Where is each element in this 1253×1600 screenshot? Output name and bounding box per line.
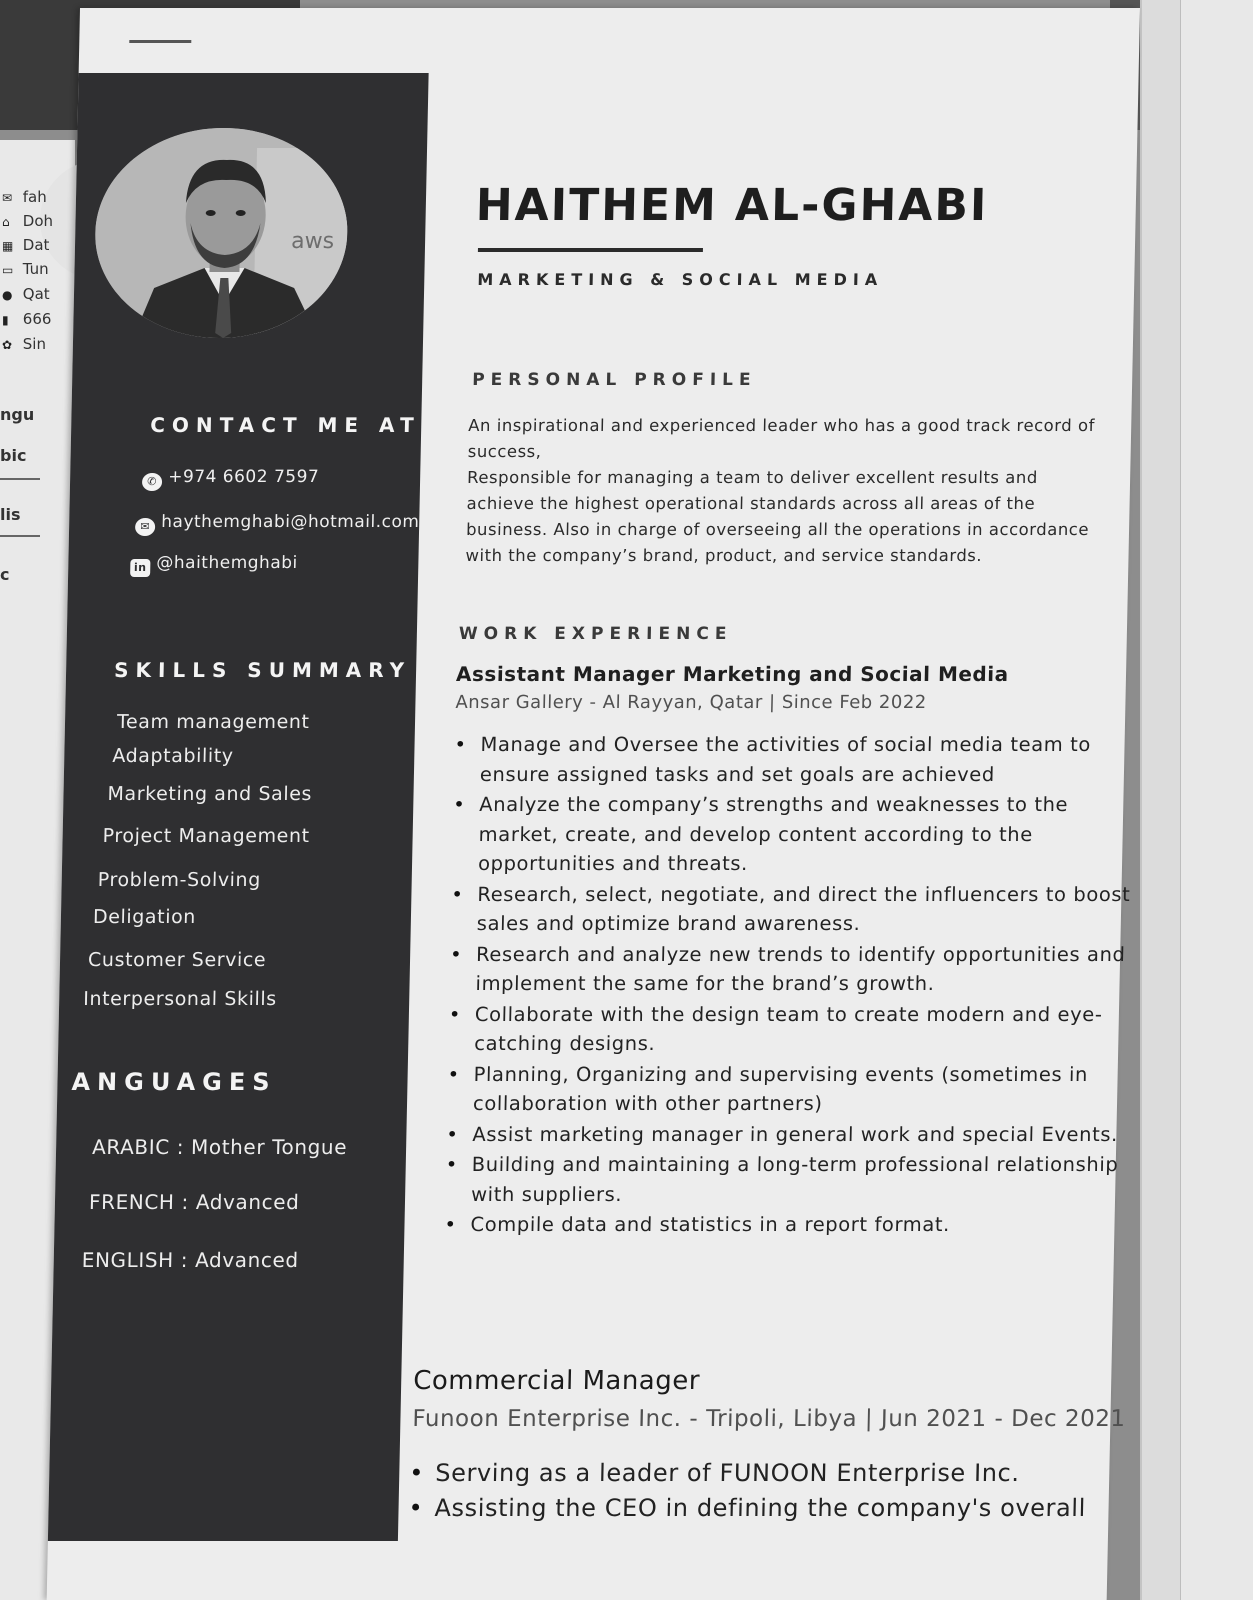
experience-heading: WORK EXPERIENCE [458, 624, 733, 644]
skill-item: Team management [116, 711, 310, 733]
contact-phone[interactable] [142, 467, 320, 491]
contact-linkedin[interactable] [130, 553, 298, 577]
under-contact-text: Tun [22, 260, 49, 278]
profile-photo [93, 128, 349, 338]
under-contact-row [2, 260, 72, 278]
phone-text: +974 6602 7597 [167, 467, 320, 487]
language-item: FRENCH : Advanced [88, 1190, 300, 1214]
resume-sidebar [48, 73, 429, 1541]
location-pin-icon: ● [2, 288, 13, 302]
under-edge-text: c [0, 565, 10, 584]
language-item: ENGLISH : Advanced [81, 1248, 299, 1272]
job-bullet: • Analyze the company’s strengths and weaknesses to the market, create, and develop content according to the opportunities and threats. [450, 790, 1142, 879]
contact-email[interactable] [135, 512, 420, 536]
page-mark [129, 40, 191, 43]
skill-item: Project Management [102, 825, 310, 847]
email-text: haythemghabi@hotmail.com [161, 512, 420, 532]
under-contact-text: Dat [22, 236, 50, 254]
job-bullet: • Serving as a leader of FUNOON Enterprise Inc. [407, 1456, 1108, 1491]
under-contact-row [2, 212, 72, 230]
job-bullet: • Manage and Oversee the activities of social media team to ensure assigned tasks and set goals are achieved [452, 730, 1143, 789]
calendar-icon: ▦ [2, 239, 14, 253]
resume-title: MARKETING & SOCIAL MEDIA [477, 270, 884, 289]
whatsapp-icon: ✆ [142, 473, 162, 491]
under-contact-row [2, 236, 72, 254]
skill-item: Deligation [92, 906, 197, 928]
job-bullets [406, 1456, 1107, 1526]
under-contact-text: Sin [22, 335, 46, 353]
skill-item: Marketing and Sales [107, 783, 313, 805]
job-bullet: • Planning, Organizing and supervising events (sometimes in collaboration with other partners) [445, 1060, 1136, 1119]
aws-logo-text: aws [290, 229, 335, 254]
job-title: Commercial Manager [412, 1366, 701, 1396]
resume-page [47, 8, 1140, 1600]
job-title: Assistant Manager Marketing and Social Media [455, 662, 1009, 686]
language-item: ARABIC : Mother Tongue [91, 1135, 348, 1159]
home-icon: ⌂ [2, 215, 10, 229]
under-edge-text: ngu [0, 405, 35, 424]
skill-item: Interpersonal Skills [83, 988, 277, 1010]
languages-heading: ANGUAGES [71, 1068, 277, 1096]
skills-heading: SKILLS SUMMARY [113, 658, 412, 682]
under-contact-row [2, 188, 72, 206]
job-bullet: • Assisting the CEO in defining the company's overall [406, 1491, 1107, 1526]
under-contact-text: fah [22, 188, 47, 206]
job-bullet: • Collaborate with the design team to create modern and eye-catching designs. [446, 1000, 1137, 1059]
under-divider [0, 478, 40, 480]
linkedin-text: @haithemghabi [156, 553, 298, 573]
envelope-icon: ✉ [135, 518, 155, 536]
under-edge-text: lis [0, 505, 21, 524]
job-bullet: • Compile data and statistics in a report format. [442, 1210, 1133, 1240]
job-meta: Funoon Enterprise Inc. - Tripoli, Libya | Jun 2021 - Dec 2021 [412, 1406, 1126, 1432]
id-card-icon: ▭ [2, 263, 14, 277]
skill-item: Problem-Solving [97, 869, 262, 891]
job-bullet: • Assist marketing manager in general work and special Events. [444, 1120, 1135, 1150]
envelope-icon: ✉ [2, 191, 13, 205]
job-bullet: • Research, select, negotiate, and direct the influencers to boost sales and optimize brand awareness. [449, 880, 1140, 939]
job-bullet: • Building and maintaining a long-term professional relationship with suppliers. [443, 1150, 1134, 1209]
profile-photo-drawing [93, 128, 349, 338]
under-contact-text: 666 [22, 310, 52, 328]
under-divider [0, 535, 40, 537]
under-contact-text: Doh [22, 212, 54, 230]
job-bullet: • Research and analyze new trends to identify opportunities and implement the same for the brand’s growth. [447, 940, 1138, 999]
under-contact-text: Qat [22, 285, 50, 303]
contact-heading: CONTACT ME AT [150, 413, 421, 437]
skill-item: Customer Service [87, 949, 267, 971]
job-meta: Ansar Gallery - Al Rayyan, Qatar | Since Feb 2022 [455, 692, 927, 713]
profile-paragraph: An inspirational and experienced leader who has a good track record of success, [467, 416, 1096, 461]
paw-icon: ✿ [2, 338, 13, 352]
profile-heading: PERSONAL PROFILE [471, 370, 757, 390]
resume-name: HAITHEM AL-GHABI [475, 180, 989, 231]
profile-text [465, 413, 1098, 569]
job-bullets [442, 730, 1143, 1241]
under-contact-row [2, 285, 72, 303]
skill-item: Adaptability [112, 745, 234, 767]
under-contact-row [2, 335, 72, 353]
under-contact-row [2, 310, 72, 328]
background-sheet-edge [1180, 0, 1253, 1600]
under-edge-text: bic [0, 446, 27, 465]
name-underline [478, 248, 703, 252]
profile-paragraph: Responsible for managing a team to deliver excellent results and achieve the highest operational standards across all areas of the business. Also in charge of overseeing all the operations in accordance with the company’s brand, product, and service standards. [465, 468, 1090, 565]
phone-icon: ▮ [2, 313, 9, 327]
linkedin-icon: in [130, 559, 150, 577]
